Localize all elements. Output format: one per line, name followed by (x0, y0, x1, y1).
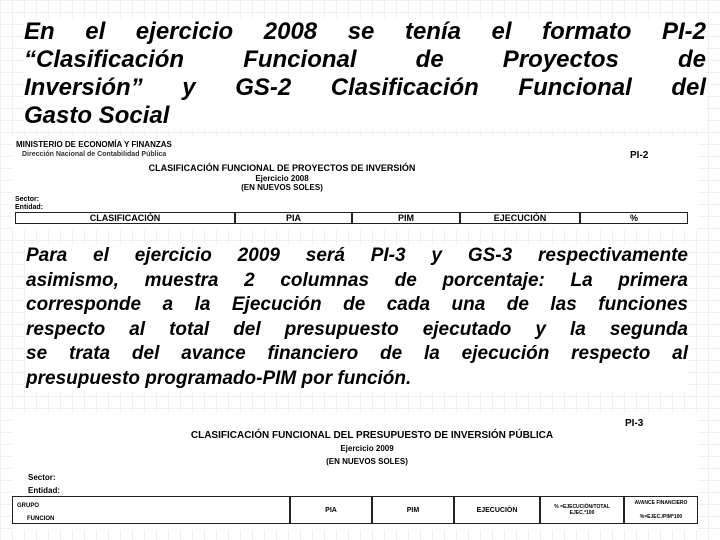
column-header: CLASIFICACIÓN (15, 212, 235, 224)
currency-note: (EN NUEVOS SOLES) (241, 183, 323, 192)
paragraph-line: se trata del avance financiero de la ejecución respecto al (26, 343, 688, 364)
paragraph-line: Gasto Social (24, 102, 170, 129)
column-header: PIA (290, 496, 372, 524)
paragraph-line: Para el ejercicio 2009 será PI-3 y GS-3 respectivamente (26, 245, 688, 266)
explanation-paragraph (26, 244, 688, 391)
paragraph-line: “Clasificación Funcional de Proyectos de (24, 46, 706, 73)
entity-label: Entidad: (28, 486, 60, 495)
paragraph-line: presupuesto programado-PIM por función. (26, 367, 412, 389)
table-header (12, 496, 698, 524)
pct-total-label: % =EJECUCIÓN/TOTAL (554, 504, 610, 510)
table-header (15, 212, 688, 224)
form-code: PI-2 (630, 150, 649, 161)
column-header: % (580, 212, 688, 224)
form-title: CLASIFICACIÓN FUNCIONAL DE PROYECTOS DE INVERSIÓN (148, 163, 416, 173)
currency-note: (EN NUEVOS SOLES) (326, 457, 408, 466)
form-code: PI-3 (625, 418, 644, 429)
financial-progress-formula: %=EJEC./PIM*100 (639, 514, 683, 520)
group-function-cell (12, 496, 290, 524)
form-pi3 (12, 412, 698, 530)
ministry-name: MINISTERIO DE ECONOMÍA Y FINANZAS (16, 140, 172, 149)
group-label: GRUPO (17, 503, 40, 509)
direction-name: Dirección Nacional de Contabilidad Pública (22, 151, 167, 158)
fiscal-year: Ejercicio 2009 (340, 444, 394, 453)
form-title: CLASIFICACIÓN FUNCIONAL DEL PRESUPUESTO DE INVERSIÓN PÚBLICA (190, 430, 554, 441)
paragraph-line: respecto al total del presupuesto ejecutado y la segunda (26, 318, 688, 340)
intro-paragraph (24, 18, 706, 130)
column-header: PIM (372, 496, 454, 524)
sector-label: Sector: (15, 196, 40, 203)
form-pi2 (12, 136, 698, 230)
paragraph-line: Inversión” y GS-2 Clasificación Funcional del (24, 74, 706, 101)
paragraph-line: asimismo, muestra 2 columnas de porcentaje: La primera (26, 269, 688, 291)
function-label: FUNCION (27, 516, 55, 522)
column-header: EJECUCIÓN (454, 496, 540, 524)
column-header-pct-total (540, 496, 624, 524)
column-header: PIA (235, 212, 352, 224)
financial-progress-label: AVANCE FINANCIERO (634, 500, 688, 506)
pct-total-formula: EJEC.*100 (569, 510, 595, 516)
entity-label: Entidad: (15, 204, 43, 211)
sector-label: Sector: (28, 473, 56, 482)
fiscal-year: Ejercicio 2008 (255, 174, 309, 183)
paragraph-line: En el ejercicio 2008 se tenía el formato PI-2 (24, 18, 706, 45)
column-header: PIM (352, 212, 460, 224)
paragraph-line: corresponde a la Ejecución de cada una de las funciones (26, 294, 688, 315)
column-header: EJECUCIÓN (460, 212, 580, 224)
column-header-financial-progress (624, 496, 698, 524)
